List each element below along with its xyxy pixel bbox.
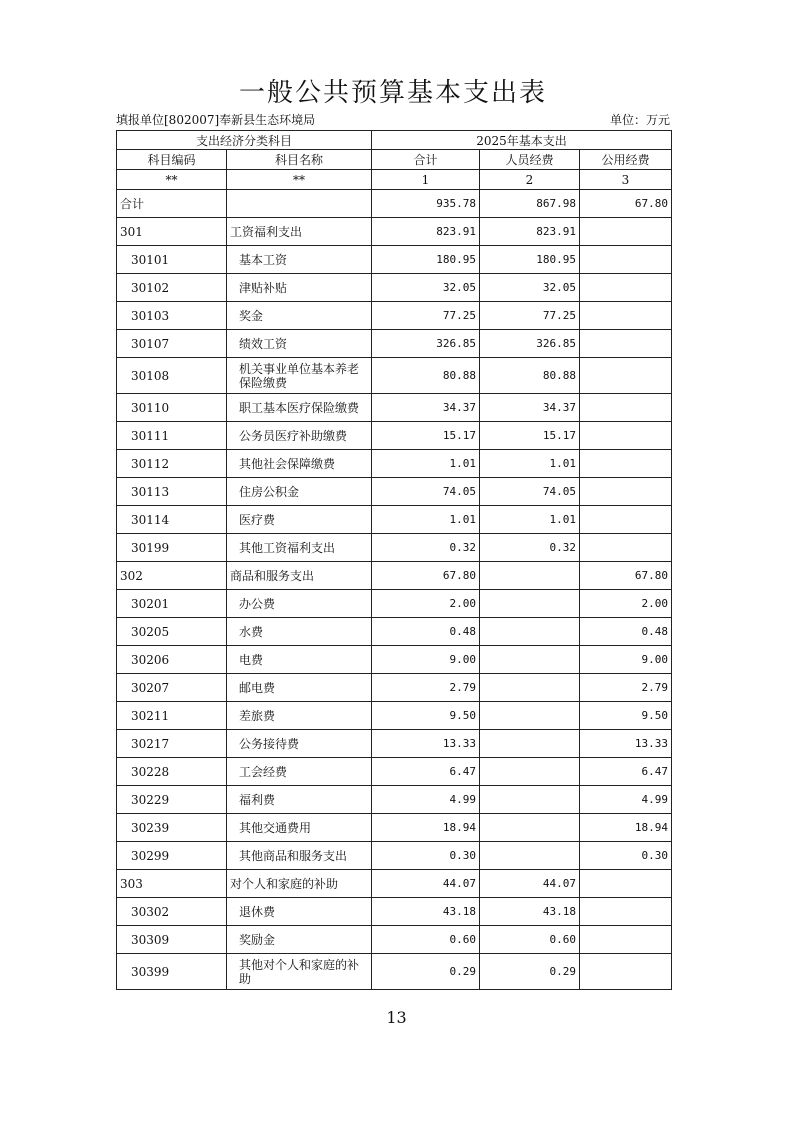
- row-total: 4.99: [372, 786, 480, 814]
- row-total: 34.37: [372, 394, 480, 422]
- row-total: 935.78: [372, 190, 480, 218]
- table-row: [117, 274, 672, 302]
- row-personnel: 0.29: [480, 954, 580, 990]
- row-total: 74.05: [372, 478, 480, 506]
- row-total: 77.25: [372, 302, 480, 330]
- row-total: 15.17: [372, 422, 480, 450]
- row-total: 9.50: [372, 702, 480, 730]
- header-group-row: [117, 131, 672, 150]
- row-total: 0.32: [372, 534, 480, 562]
- row-public: 9.00: [580, 646, 672, 674]
- table-row: [117, 842, 672, 870]
- row-code: 30102: [117, 274, 227, 302]
- row-name: 机关事业单位基本养老保险缴费: [227, 358, 372, 394]
- row-total: 32.05: [372, 274, 480, 302]
- row-personnel: [480, 758, 580, 786]
- table-row: [117, 478, 672, 506]
- row-name: 基本工资: [227, 246, 372, 274]
- row-code: 30199: [117, 534, 227, 562]
- table-row: [117, 394, 672, 422]
- row-personnel: [480, 618, 580, 646]
- row-public: [580, 870, 672, 898]
- page-number: 13: [386, 1008, 407, 1027]
- row-code: 30112: [117, 450, 227, 478]
- row-name: 工资福利支出: [227, 218, 372, 246]
- row-code: 301: [117, 218, 227, 246]
- row-code: 30110: [117, 394, 227, 422]
- row-personnel: 74.05: [480, 478, 580, 506]
- row-personnel: 180.95: [480, 246, 580, 274]
- row-name: 其他社会保障缴费: [227, 450, 372, 478]
- header-column-row: [117, 150, 672, 170]
- header-name: 科目名称: [227, 150, 372, 170]
- row-public: 2.79: [580, 674, 672, 702]
- row-public: [580, 506, 672, 534]
- row-personnel: 0.60: [480, 926, 580, 954]
- row-name: 邮电费: [227, 674, 372, 702]
- row-public: [580, 218, 672, 246]
- row-total: 6.47: [372, 758, 480, 786]
- row-code: 30239: [117, 814, 227, 842]
- row-total: 2.00: [372, 590, 480, 618]
- row-personnel: [480, 590, 580, 618]
- header-basic-expenditure: 2025年基本支出: [372, 131, 672, 150]
- row-name: 商品和服务支出: [227, 562, 372, 590]
- row-total: 13.33: [372, 730, 480, 758]
- row-code: 30207: [117, 674, 227, 702]
- row-public: 67.80: [580, 562, 672, 590]
- row-public: [580, 534, 672, 562]
- row-total: 0.29: [372, 954, 480, 990]
- row-personnel: 80.88: [480, 358, 580, 394]
- page-title: 一般公共预算基本支出表: [238, 78, 547, 108]
- row-code: 30229: [117, 786, 227, 814]
- row-name: 电费: [227, 646, 372, 674]
- row-total: 44.07: [372, 870, 480, 898]
- index-public: 3: [580, 170, 672, 190]
- reporting-unit: 填报单位[802007]奉新县生态环境局: [116, 113, 316, 127]
- table-row: [117, 926, 672, 954]
- row-total: 67.80: [372, 562, 480, 590]
- row-total: 0.48: [372, 618, 480, 646]
- table-row: [117, 814, 672, 842]
- row-public: 18.94: [580, 814, 672, 842]
- table-row: [117, 422, 672, 450]
- table-row: [117, 534, 672, 562]
- row-total: 1.01: [372, 506, 480, 534]
- table-row: [117, 758, 672, 786]
- row-name: 其他工资福利支出: [227, 534, 372, 562]
- row-total: 0.60: [372, 926, 480, 954]
- row-total: 823.91: [372, 218, 480, 246]
- expenditure-table: [116, 130, 672, 990]
- row-public: [580, 450, 672, 478]
- row-code: 30228: [117, 758, 227, 786]
- row-public: [580, 422, 672, 450]
- row-code: 303: [117, 870, 227, 898]
- row-total: 1.01: [372, 450, 480, 478]
- table-row: [117, 786, 672, 814]
- header-code: 科目编码: [117, 150, 227, 170]
- row-name: 工会经费: [227, 758, 372, 786]
- row-public: [580, 478, 672, 506]
- row-personnel: [480, 674, 580, 702]
- row-personnel: 15.17: [480, 422, 580, 450]
- row-name: 水费: [227, 618, 372, 646]
- row-name: 办公费: [227, 590, 372, 618]
- table-row: [117, 246, 672, 274]
- row-name: 公务接待费: [227, 730, 372, 758]
- row-name: 绩效工资: [227, 330, 372, 358]
- row-personnel: [480, 702, 580, 730]
- row-name: 津贴补贴: [227, 274, 372, 302]
- row-personnel: 32.05: [480, 274, 580, 302]
- row-name: 职工基本医疗保险缴费: [227, 394, 372, 422]
- row-public: [580, 274, 672, 302]
- row-code: 30302: [117, 898, 227, 926]
- row-code: 30114: [117, 506, 227, 534]
- row-personnel: [480, 842, 580, 870]
- row-personnel: [480, 814, 580, 842]
- row-public: 67.80: [580, 190, 672, 218]
- row-name: 住房公积金: [227, 478, 372, 506]
- table-row: [117, 506, 672, 534]
- row-total: 80.88: [372, 358, 480, 394]
- row-name: 公务员医疗补助缴费: [227, 422, 372, 450]
- table-row: [117, 646, 672, 674]
- table-row: [117, 870, 672, 898]
- row-personnel: [480, 730, 580, 758]
- unit-label: 单位：万元: [609, 113, 670, 127]
- row-code: 30111: [117, 422, 227, 450]
- row-public: 0.30: [580, 842, 672, 870]
- row-public: 2.00: [580, 590, 672, 618]
- header-index-row: [117, 170, 672, 190]
- row-personnel: 77.25: [480, 302, 580, 330]
- table-row: [117, 218, 672, 246]
- row-total: 9.00: [372, 646, 480, 674]
- row-public: 0.48: [580, 618, 672, 646]
- row-personnel: 44.07: [480, 870, 580, 898]
- header-total: 合计: [372, 150, 480, 170]
- row-name: 其他对个人和家庭的补助: [227, 954, 372, 990]
- row-code: 30101: [117, 246, 227, 274]
- row-name: [227, 190, 372, 218]
- row-personnel: 43.18: [480, 898, 580, 926]
- row-code: 合计: [117, 190, 227, 218]
- row-public: 6.47: [580, 758, 672, 786]
- row-name: 医疗费: [227, 506, 372, 534]
- row-public: [580, 358, 672, 394]
- row-public: 4.99: [580, 786, 672, 814]
- row-code: 30217: [117, 730, 227, 758]
- table-row: [117, 702, 672, 730]
- row-code: 30108: [117, 358, 227, 394]
- row-personnel: 867.98: [480, 190, 580, 218]
- row-public: [580, 954, 672, 990]
- row-name: 奖励金: [227, 926, 372, 954]
- row-code: 30399: [117, 954, 227, 990]
- row-code: 30309: [117, 926, 227, 954]
- table-row: [117, 450, 672, 478]
- row-total: 18.94: [372, 814, 480, 842]
- table-row: [117, 190, 672, 218]
- table-row: [117, 590, 672, 618]
- row-personnel: 0.32: [480, 534, 580, 562]
- row-code: 30103: [117, 302, 227, 330]
- row-name: 其他商品和服务支出: [227, 842, 372, 870]
- row-total: 326.85: [372, 330, 480, 358]
- table-row: [117, 330, 672, 358]
- row-name: 福利费: [227, 786, 372, 814]
- row-code: 30113: [117, 478, 227, 506]
- row-personnel: [480, 646, 580, 674]
- table-row: [117, 898, 672, 926]
- row-personnel: 1.01: [480, 506, 580, 534]
- row-name: 奖金: [227, 302, 372, 330]
- index-personnel: 2: [480, 170, 580, 190]
- row-personnel: [480, 562, 580, 590]
- row-personnel: [480, 786, 580, 814]
- row-total: 180.95: [372, 246, 480, 274]
- row-code: 30299: [117, 842, 227, 870]
- header-public: 公用经费: [580, 150, 672, 170]
- table-row: [117, 618, 672, 646]
- row-name: 其他交通费用: [227, 814, 372, 842]
- row-public: [580, 926, 672, 954]
- row-code: 302: [117, 562, 227, 590]
- row-public: 13.33: [580, 730, 672, 758]
- row-public: 9.50: [580, 702, 672, 730]
- row-name: 对个人和家庭的补助: [227, 870, 372, 898]
- row-total: 43.18: [372, 898, 480, 926]
- table-row: [117, 674, 672, 702]
- row-code: 30206: [117, 646, 227, 674]
- row-name: 差旅费: [227, 702, 372, 730]
- table-row: [117, 562, 672, 590]
- row-public: [580, 898, 672, 926]
- row-public: [580, 394, 672, 422]
- row-personnel: 326.85: [480, 330, 580, 358]
- row-total: 2.79: [372, 674, 480, 702]
- index-code: **: [117, 170, 227, 190]
- table-row: [117, 954, 672, 990]
- row-personnel: 823.91: [480, 218, 580, 246]
- row-public: [580, 330, 672, 358]
- table-row: [117, 302, 672, 330]
- index-total: 1: [372, 170, 480, 190]
- index-name: **: [227, 170, 372, 190]
- row-code: 30201: [117, 590, 227, 618]
- table-row: [117, 358, 672, 394]
- row-total: 0.30: [372, 842, 480, 870]
- header-economic-category: 支出经济分类科目: [117, 131, 372, 150]
- table-row: [117, 730, 672, 758]
- row-code: 30107: [117, 330, 227, 358]
- row-public: [580, 246, 672, 274]
- row-personnel: 1.01: [480, 450, 580, 478]
- row-name: 退休费: [227, 898, 372, 926]
- row-code: 30211: [117, 702, 227, 730]
- row-personnel: 34.37: [480, 394, 580, 422]
- header-personnel: 人员经费: [480, 150, 580, 170]
- row-code: 30205: [117, 618, 227, 646]
- row-public: [580, 302, 672, 330]
